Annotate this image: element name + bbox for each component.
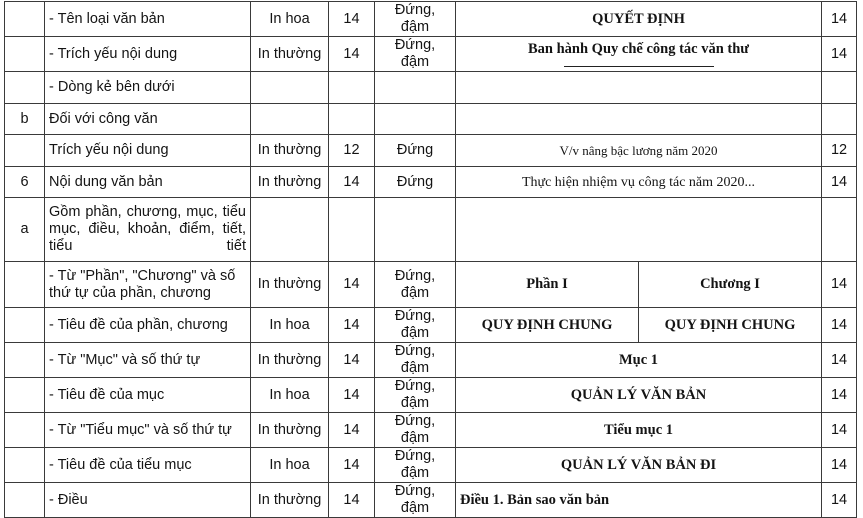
row-letter-case: In thường <box>251 167 329 198</box>
row-element-name: - Dòng kẻ bên dưới <box>45 72 251 104</box>
row-example-size: 14 <box>822 448 857 483</box>
row-letter-case <box>251 104 329 135</box>
row-example-size: 14 <box>822 167 857 198</box>
row-index <box>5 343 45 378</box>
row-index <box>5 37 45 72</box>
underline-rule <box>564 66 714 67</box>
row-index: b <box>5 104 45 135</box>
row-font-size: 14 <box>329 343 375 378</box>
row-font-size <box>329 198 375 262</box>
row-example-size: 14 <box>822 37 857 72</box>
row-index <box>5 72 45 104</box>
row-example: Mục 1 <box>456 343 822 378</box>
table-row <box>5 37 857 72</box>
format-spec-table <box>4 1 857 518</box>
table-row <box>5 483 857 518</box>
table-row <box>5 308 857 343</box>
row-font-style: Đứng, đậm <box>375 262 456 308</box>
row-letter-case: In hoa <box>251 2 329 37</box>
row-element-name: - Tiêu đề của phần, chương <box>45 308 251 343</box>
row-font-style: Đứng <box>375 167 456 198</box>
row-letter-case: In thường <box>251 483 329 518</box>
row-index <box>5 308 45 343</box>
row-index <box>5 135 45 167</box>
row-index <box>5 262 45 308</box>
table-row <box>5 198 857 262</box>
row-element-name: - Từ "Phần", "Chương" và số thứ tự của phần, chương <box>45 262 251 308</box>
row-font-style: Đứng, đậm <box>375 378 456 413</box>
row-font-size: 12 <box>329 135 375 167</box>
row-index <box>5 483 45 518</box>
row-example-left: Phần I <box>456 262 639 308</box>
row-example-size: 14 <box>822 308 857 343</box>
table-row <box>5 72 857 104</box>
row-example-left: QUY ĐỊNH CHUNG <box>456 308 639 343</box>
row-example-size: 14 <box>822 483 857 518</box>
row-element-name: - Từ "Tiểu mục" và số thứ tự <box>45 413 251 448</box>
row-font-style: Đứng <box>375 135 456 167</box>
row-font-style: Đứng, đậm <box>375 308 456 343</box>
row-letter-case: In thường <box>251 413 329 448</box>
row-index <box>5 413 45 448</box>
row-example <box>456 37 822 72</box>
table-row <box>5 262 857 308</box>
row-font-size: 14 <box>329 483 375 518</box>
row-example-size: 14 <box>822 343 857 378</box>
row-example <box>456 72 822 104</box>
row-font-style <box>375 198 456 262</box>
row-font-size: 14 <box>329 262 375 308</box>
row-element-name: Đối với công văn <box>45 104 251 135</box>
row-example-size: 14 <box>822 2 857 37</box>
row-example: QUYẾT ĐỊNH <box>456 2 822 37</box>
table-row <box>5 448 857 483</box>
row-example: QUẢN LÝ VĂN BẢN ĐI <box>456 448 822 483</box>
row-font-style: Đứng, đậm <box>375 2 456 37</box>
table-row <box>5 378 857 413</box>
row-font-style <box>375 104 456 135</box>
row-example-size: 14 <box>822 262 857 308</box>
row-letter-case: In hoa <box>251 378 329 413</box>
row-example: Điều 1. Bản sao văn bản <box>456 483 822 518</box>
row-letter-case: In thường <box>251 343 329 378</box>
row-element-name: - Tiêu đề của tiểu mục <box>45 448 251 483</box>
row-element-name: - Tiêu đề của mục <box>45 378 251 413</box>
row-element-name: - Trích yếu nội dung <box>45 37 251 72</box>
row-index: a <box>5 198 45 262</box>
row-font-size: 14 <box>329 378 375 413</box>
row-letter-case: In thường <box>251 37 329 72</box>
row-example: V/v nâng bậc lương năm 2020 <box>456 135 822 167</box>
row-element-name: Nội dung văn bản <box>45 167 251 198</box>
row-letter-case <box>251 72 329 104</box>
row-element-name: Trích yếu nội dung <box>45 135 251 167</box>
row-letter-case: In thường <box>251 135 329 167</box>
row-index: 6 <box>5 167 45 198</box>
table-row <box>5 135 857 167</box>
row-letter-case: In thường <box>251 262 329 308</box>
row-example: QUẢN LÝ VĂN BẢN <box>456 378 822 413</box>
row-font-style: Đứng, đậm <box>375 343 456 378</box>
row-font-size: 14 <box>329 37 375 72</box>
row-example-right: QUY ĐỊNH CHUNG <box>639 308 822 343</box>
row-index <box>5 2 45 37</box>
row-font-size: 14 <box>329 167 375 198</box>
row-font-size <box>329 104 375 135</box>
row-font-style: Đứng, đậm <box>375 37 456 72</box>
row-letter-case: In hoa <box>251 308 329 343</box>
row-example: Tiểu mục 1 <box>456 413 822 448</box>
row-index <box>5 378 45 413</box>
row-example <box>456 104 822 135</box>
row-example-size <box>822 198 857 262</box>
row-element-name: Gồm phần, chương, mục, tiểu mục, điều, khoản, điểm, tiết, tiểu tiết <box>45 198 251 262</box>
row-font-style <box>375 72 456 104</box>
row-font-size: 14 <box>329 2 375 37</box>
row-example <box>456 198 822 262</box>
row-element-name: - Điều <box>45 483 251 518</box>
row-example-size: 14 <box>822 378 857 413</box>
example-text: Ban hành Quy chế công tác văn thư <box>528 41 750 57</box>
row-font-style: Đứng, đậm <box>375 483 456 518</box>
row-element-name: - Từ "Mục" và số thứ tự <box>45 343 251 378</box>
table-row <box>5 343 857 378</box>
row-font-size: 14 <box>329 413 375 448</box>
row-element-name: - Tên loại văn bản <box>45 2 251 37</box>
row-example-size <box>822 104 857 135</box>
row-font-size <box>329 72 375 104</box>
row-font-style: Đứng, đậm <box>375 413 456 448</box>
row-example-size: 14 <box>822 413 857 448</box>
row-font-style: Đứng, đậm <box>375 448 456 483</box>
row-index <box>5 448 45 483</box>
table-row <box>5 104 857 135</box>
row-example-size: 12 <box>822 135 857 167</box>
row-letter-case <box>251 198 329 262</box>
row-example-right: Chương I <box>639 262 822 308</box>
table-row <box>5 167 857 198</box>
row-example-size <box>822 72 857 104</box>
table-row <box>5 2 857 37</box>
table-row <box>5 413 857 448</box>
row-example: Thực hiện nhiệm vụ công tác năm 2020... <box>456 167 822 198</box>
row-letter-case: In hoa <box>251 448 329 483</box>
row-font-size: 14 <box>329 448 375 483</box>
row-font-size: 14 <box>329 308 375 343</box>
